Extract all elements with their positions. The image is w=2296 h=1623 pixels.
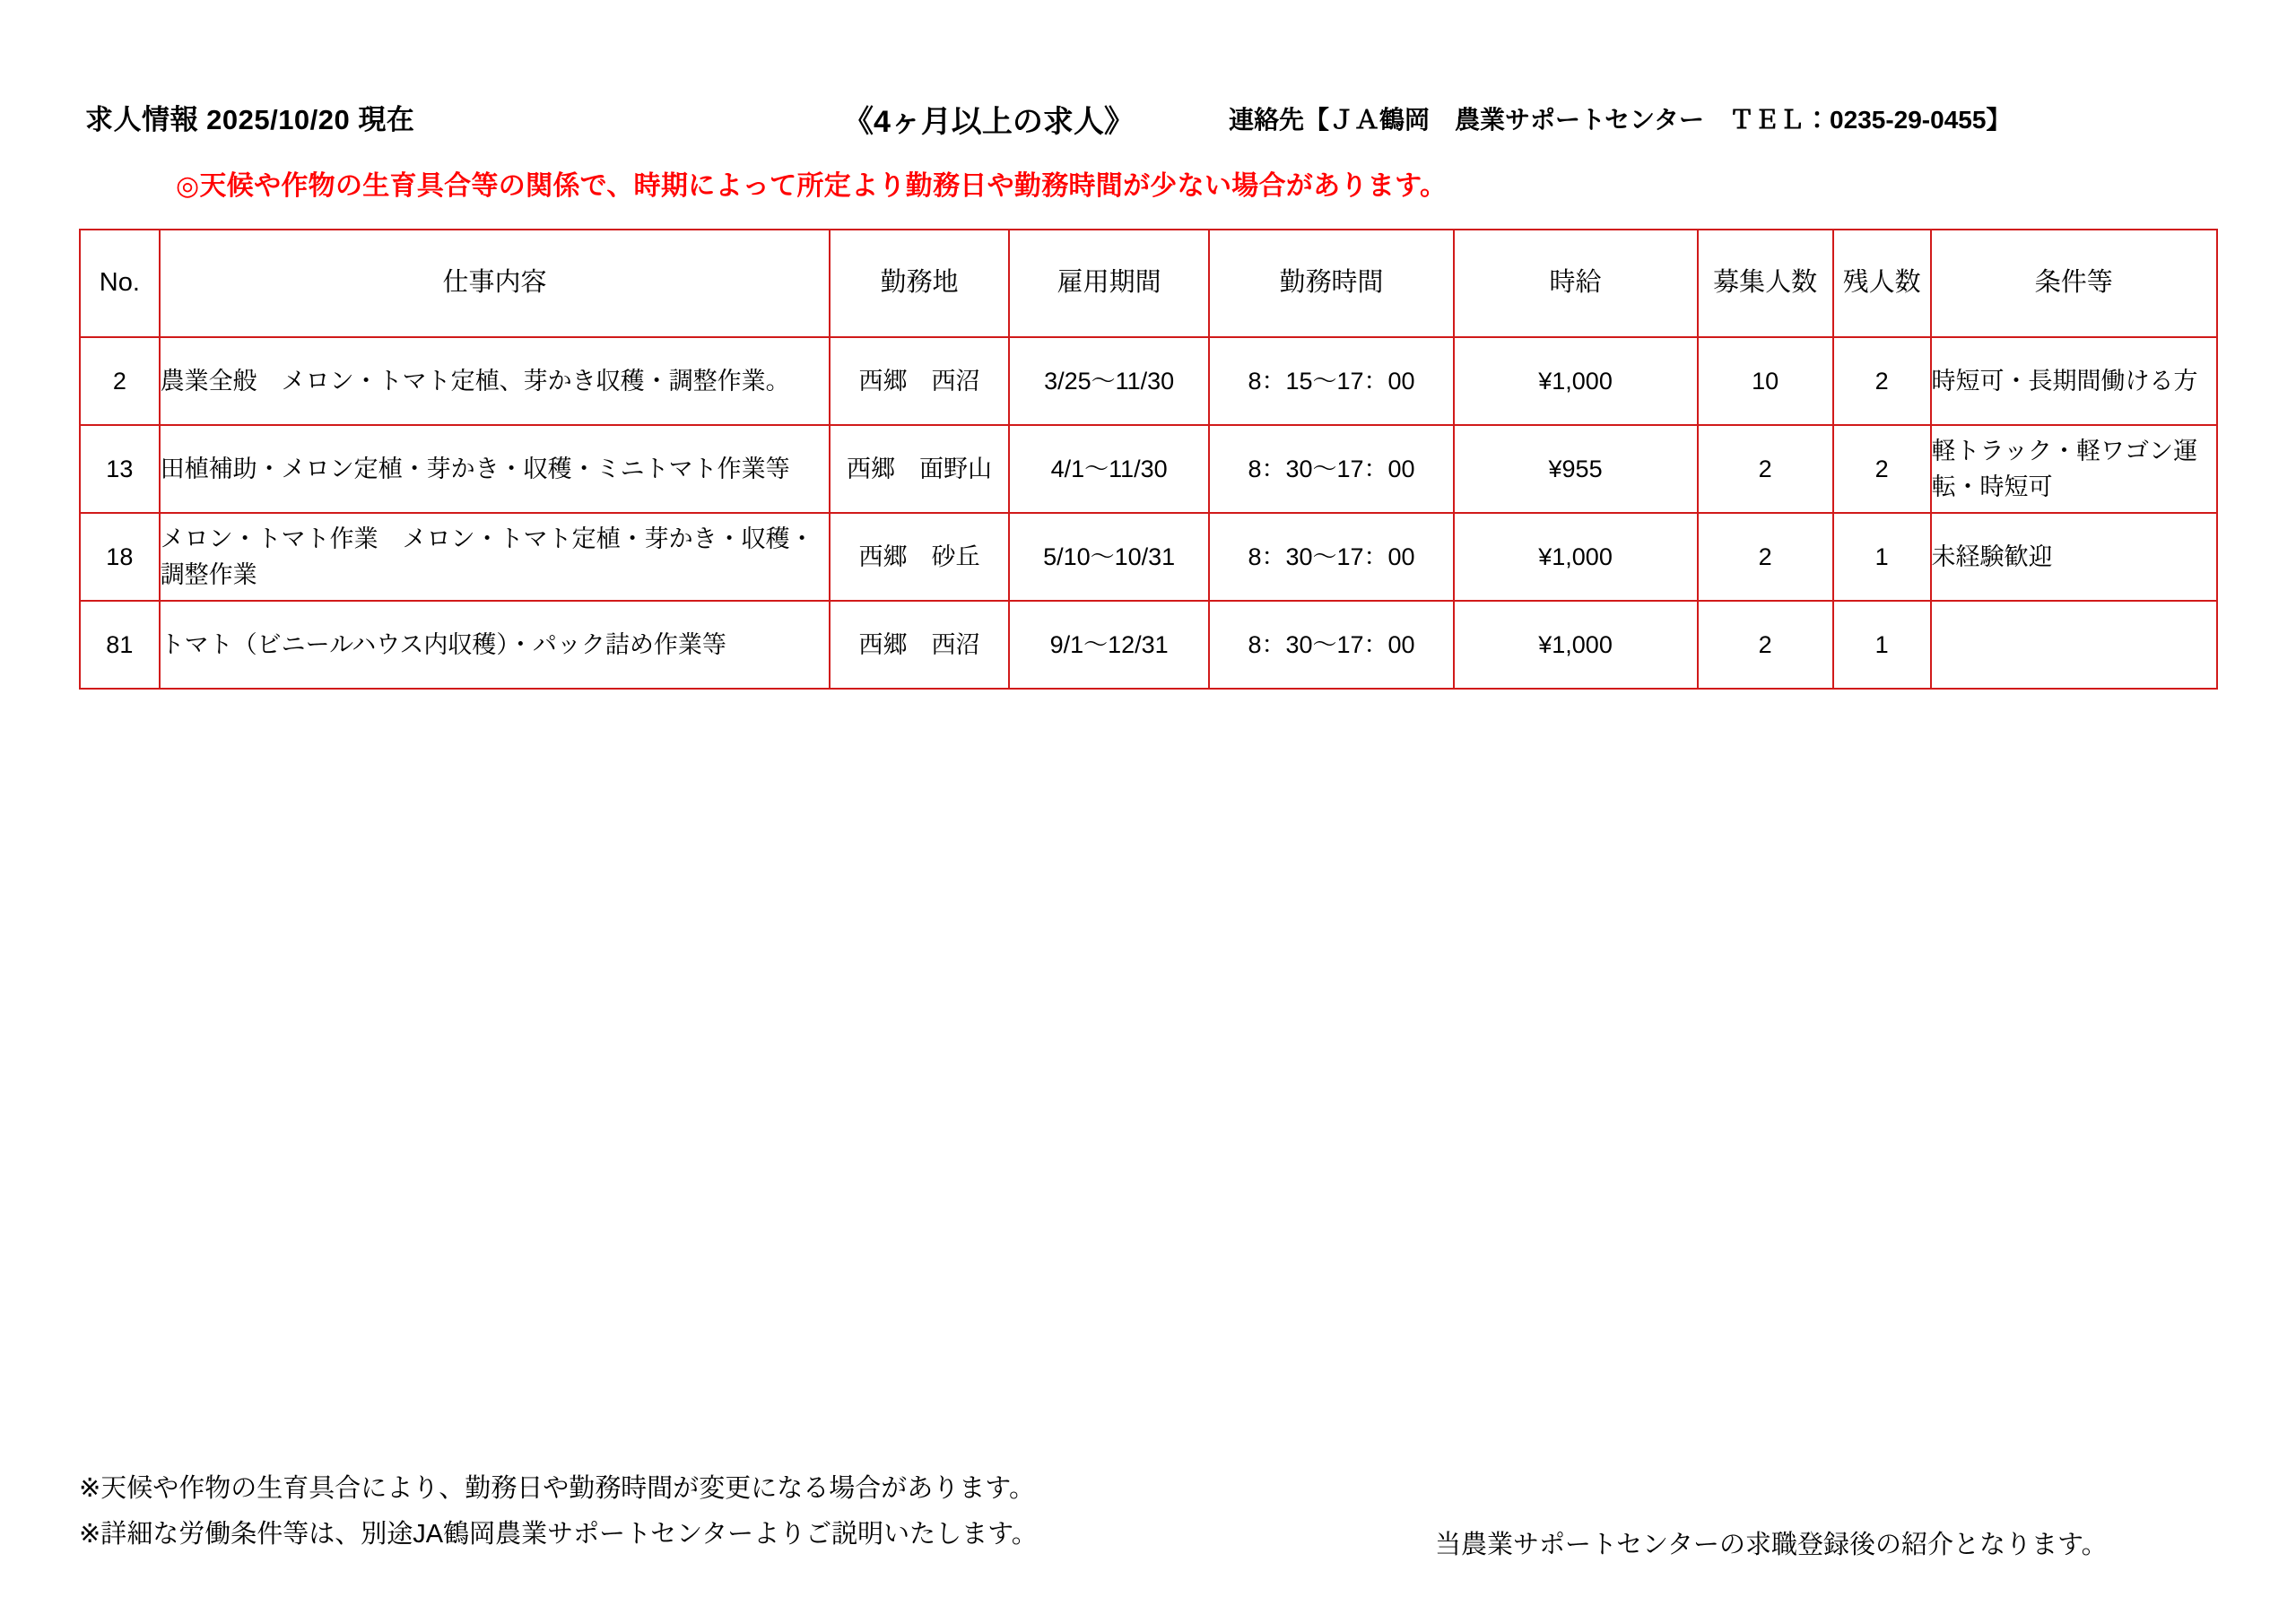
table-row [80, 601, 2217, 689]
column-header-condition: 条件等 [1931, 230, 2217, 337]
column-header-work: 仕事内容 [160, 230, 831, 337]
cell-condition: 時短可・長期間働ける方 [1931, 337, 2217, 425]
table-row [80, 425, 2217, 513]
cell-remaining: 1 [1833, 601, 1931, 689]
cell-no: 2 [80, 337, 160, 425]
column-header-hours: 勤務時間 [1209, 230, 1453, 337]
cell-work: 田植補助・メロン定植・芽かき・収穫・ミニトマト作業等 [160, 425, 831, 513]
cell-work: トマト（ビニールハウス内収穫）・パック詰め作業等 [160, 601, 831, 689]
cell-hours: 8：30～17：00 [1209, 425, 1453, 513]
cell-wage: ¥1,000 [1454, 601, 1698, 689]
cell-recruit: 2 [1698, 601, 1833, 689]
column-header-wage: 時給 [1454, 230, 1698, 337]
cell-hours: 8：30～17：00 [1209, 601, 1453, 689]
cell-hours: 8：15～17：00 [1209, 337, 1453, 425]
table-row [80, 337, 2217, 425]
cell-work: メロン・トマト作業 メロン・トマト定植・芽かき・収穫・調整作業 [160, 513, 831, 601]
column-header-remaining: 残人数 [1833, 230, 1931, 337]
cell-remaining: 2 [1833, 337, 1931, 425]
table-row [80, 513, 2217, 601]
cell-wage: ¥1,000 [1454, 513, 1698, 601]
cell-wage: ¥955 [1454, 425, 1698, 513]
cell-no: 13 [80, 425, 160, 513]
column-header-period: 雇用期間 [1009, 230, 1210, 337]
footnote-weather: ※天候や作物の生育具合により、勤務日や勤務時間が変更になる場合があります。 [79, 1474, 1035, 1503]
cell-condition: 未経験歓迎 [1931, 513, 2217, 601]
column-header-place: 勤務地 [830, 230, 1009, 337]
cell-work: 農業全般 メロン・トマト定植、芽かき収穫・調整作業。 [160, 337, 831, 425]
contact-info: 連絡先【ＪＡ鶴岡 農業サポートセンター ＴＥＬ：0235-29-0455】 [1229, 106, 2012, 134]
weather-notice: ◎天候や作物の生育具合等の関係で、時期によって所定より勤務日や勤務時間が少ない場合があります。 [176, 171, 1448, 201]
job-table-container [79, 229, 2218, 690]
cell-place: 西郷 面野山 [830, 425, 1009, 513]
cell-remaining: 2 [1833, 425, 1931, 513]
table-header-row [80, 230, 2217, 337]
cell-wage: ¥1,000 [1454, 337, 1698, 425]
cell-place: 西郷 西沼 [830, 601, 1009, 689]
footnote-details: ※詳細な労働条件等は、別途JA鶴岡農業サポートセンターよりご説明いたします。 [79, 1519, 1038, 1549]
document-subtitle: 《4ヶ月以上の求人》 [843, 105, 1135, 139]
table-body [80, 337, 2217, 689]
table-header [80, 230, 2217, 337]
cell-period: 9/1～12/31 [1009, 601, 1210, 689]
cell-remaining: 1 [1833, 513, 1931, 601]
cell-place: 西郷 西沼 [830, 337, 1009, 425]
cell-no: 18 [80, 513, 160, 601]
cell-place: 西郷 砂丘 [830, 513, 1009, 601]
cell-hours: 8：30～17：00 [1209, 513, 1453, 601]
footnote-registration: 当農業サポートセンターの求職登録後の紹介となります。 [1435, 1531, 2108, 1559]
cell-condition [1931, 601, 2217, 689]
page-title: 求人情報 2025/10/20 現在 [85, 104, 415, 135]
column-header-no: No. [80, 230, 160, 337]
cell-recruit: 2 [1698, 425, 1833, 513]
column-header-recruit: 募集人数 [1698, 230, 1833, 337]
cell-condition: 軽トラック・軽ワゴン運転・時短可 [1931, 425, 2217, 513]
cell-period: 3/25～11/30 [1009, 337, 1210, 425]
job-listing-table [79, 229, 2218, 690]
cell-recruit: 10 [1698, 337, 1833, 425]
document-header [0, 97, 2296, 142]
cell-period: 5/10～10/31 [1009, 513, 1210, 601]
cell-period: 4/1～11/30 [1009, 425, 1210, 513]
cell-recruit: 2 [1698, 513, 1833, 601]
cell-no: 81 [80, 601, 160, 689]
